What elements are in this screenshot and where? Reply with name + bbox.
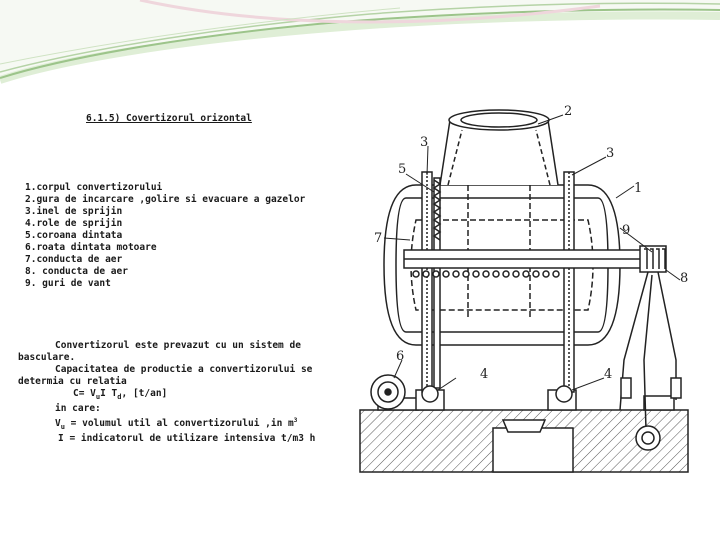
label-6: 6 (396, 349, 405, 364)
label-1: 1 (634, 181, 643, 196)
legend-item: 1.corpul convertizorului (25, 182, 163, 193)
label-7: 7 (374, 231, 383, 246)
description-line: Convertizorul este prevazut cu un sistem de (55, 340, 301, 351)
label-9: 9 (622, 223, 631, 238)
description-text (18, 340, 318, 445)
description-line: basculare. (18, 352, 76, 363)
legend-item: 5.coroana dintata (25, 230, 123, 241)
label-8: 8 (680, 271, 689, 286)
legend-item: 3.inel de sprijin (25, 206, 123, 217)
description-line: Capacitatea de productie a convertizorului se (55, 364, 313, 375)
label-4b: 4 (604, 367, 613, 382)
label-5: 5 (398, 162, 407, 177)
definition-i: I = indicatorul de utilizare intensiva t/m3 h (58, 432, 316, 444)
converter-diagram (358, 60, 690, 475)
legend-item: 8. conducta de aer (25, 266, 128, 277)
section-heading: 6.1.5) Covertizorul orizontal (86, 113, 252, 124)
legend-item: 4.role de sprijin (25, 218, 123, 229)
component-legend (25, 182, 305, 290)
description-line: in care: (55, 402, 101, 414)
label-4a: 4 (480, 367, 489, 382)
definition-vu: $V_u$ = volumul util al convertizorului ,in $m^3$ (55, 416, 298, 431)
legend-item: 2.gura de incarcare ,golire si evacuare a gazelor (25, 194, 306, 205)
label-3a: 3 (420, 135, 429, 150)
legend-item: 7.conducta de aer (25, 254, 123, 265)
label-2: 2 (564, 104, 573, 119)
description-line: determia cu relatia (18, 376, 127, 387)
label-3b: 3 (606, 146, 615, 161)
legend-item: 9. guri de vant (25, 278, 111, 289)
capacity-formula: $C= V_uI$ $T_d$, [t/an] (73, 388, 168, 401)
legend-item: 6.roata dintata motoare (25, 242, 157, 253)
